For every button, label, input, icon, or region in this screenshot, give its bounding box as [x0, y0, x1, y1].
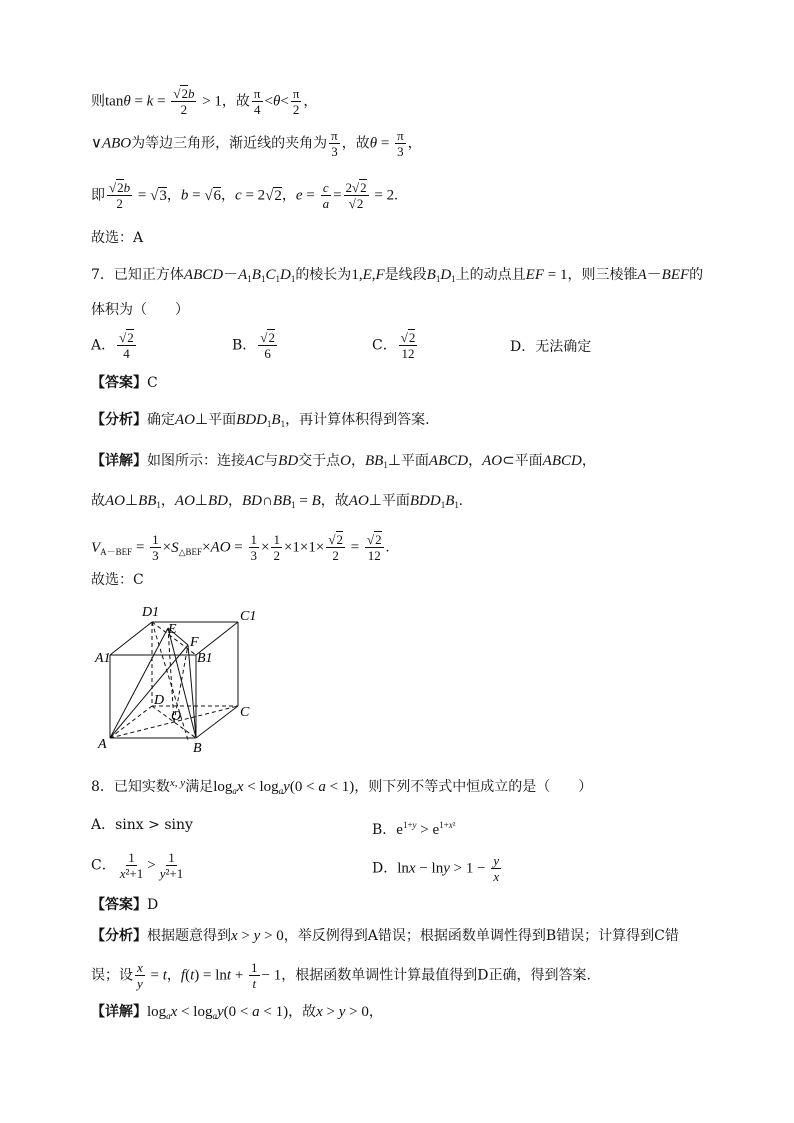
- cube-figure: [90, 600, 270, 760]
- text-segment: 平面: [381, 493, 410, 509]
- text-segment: ，举反例得到A错误；根据函数单调性得到B错误；计算得到C错: [283, 928, 679, 944]
- option-label: D．: [372, 860, 398, 877]
- text-segment: 误；设: [91, 967, 133, 984]
- detail-8: 【详解】$\log_ax < \log_ay(0 < a < 1)$，故x > y > 0，: [91, 1004, 383, 1021]
- text-segment: ，再计算体积得到答案.: [285, 412, 430, 428]
- option-c: C． $\frac{1}{\text{x²+1}}$ > $\frac{1}{\text{y²+1}}$: [91, 850, 184, 881]
- label-f: F: [190, 635, 199, 650]
- solution-line-result: 即 $\frac{√2b}{2}$ = √3，b = √6，c = 2√2，e = $\frac{c}{a}$ = $\frac{2√2}{√2}$ = 2.: [91, 180, 398, 211]
- label-o: O: [171, 709, 182, 724]
- text-segment: 7．已知正方体: [91, 267, 184, 283]
- fraction: $\frac{\pi}{4}$: [253, 86, 261, 117]
- fraction: $\frac{\pi}{2}$: [292, 86, 300, 117]
- label-d: D: [154, 693, 165, 708]
- fraction: $\frac{\pi}{3}$: [397, 128, 404, 159]
- option-a: A．sinx > siny: [91, 817, 193, 833]
- label-a: A: [98, 737, 107, 752]
- label-b: B: [193, 741, 202, 756]
- text-segment: 的: [689, 267, 704, 283]
- option-label: B．: [372, 822, 397, 838]
- text-segment: ，: [368, 1004, 383, 1020]
- fraction: $\frac{2√2}{√2}$: [345, 180, 367, 211]
- text-segment: 即: [91, 187, 105, 204]
- option-b: B． $\frac{√2}{6}$: [232, 330, 275, 361]
- option-b: B．$e^{1+y} > e^{1+x^2}$: [372, 820, 456, 838]
- label-b1: B1: [197, 651, 213, 666]
- option-c: C． $\frac{√2}{12}$: [372, 330, 416, 361]
- answer-tag: 【答案】: [91, 897, 147, 913]
- fraction: $\frac{√2b}{2}$: [173, 86, 195, 117]
- text-segment: 是线段: [384, 267, 427, 283]
- text-segment: 平面: [514, 453, 543, 469]
- analysis-8-line1: 【分析】根据题意得到x > y > 0，举反例得到A错误；根据函数单调性得到B错误；计算得到C错: [91, 928, 679, 944]
- text-segment: 平面: [400, 453, 429, 469]
- analysis-tag: 【分析】: [91, 928, 147, 944]
- option-label: C．: [91, 857, 116, 874]
- text-segment: 满足: [185, 779, 214, 795]
- option-a: A． $\frac{√2}{4}$: [91, 330, 134, 361]
- solution-line-triangle: ∨ABO为等边三角形，渐近线的夹角为 $\frac{\pi}{3}$ ，故θ = $\frac{\pi}{3}$ ，: [91, 128, 422, 159]
- detail-7-line1: 【详解】如图所示：连接AC与BD交于点O，$BB_1\perp$平面ABCD，AO⊂平面ABCD，: [91, 453, 596, 470]
- fraction: $\frac{c}{a}$: [322, 180, 330, 211]
- text-segment: ，: [581, 453, 596, 469]
- text-segment: ，则三棱锥: [567, 267, 638, 283]
- text-segment: ，则下列不等式中恒成立的是（ ）: [354, 779, 593, 795]
- label-a1: A1: [95, 651, 111, 666]
- label-e: E: [168, 622, 177, 637]
- answer-a: 故选：A: [91, 230, 144, 246]
- text-segment: 如图所示：连接: [147, 453, 245, 469]
- analysis-tag: 【分析】: [91, 412, 147, 428]
- fraction: $\frac{√2b}{2}$: [109, 180, 131, 211]
- option-d: D．lnx − lny > 1 − $\frac{y}{x}$: [372, 853, 500, 884]
- analysis-8-line2: 误；设 $\frac{x}{y}$ = t，f(t) = lnt + $\frac{1}{t}$ − 1，根据函数单调性计算最值得到D正确，得到答案.: [91, 960, 591, 991]
- answer-7: [91, 373, 158, 393]
- label-c: C: [240, 705, 250, 720]
- solution-line-tan: 则tanθ = k = $\frac{√2b}{2}$ > 1，故 $\frac{\pi}{4}$ <θ< $\frac{\pi}{2}$ ，: [91, 86, 318, 117]
- text-segment: 上的动点且: [455, 267, 526, 283]
- text-segment: 则: [91, 93, 105, 110]
- text-segment: 交于点: [298, 453, 341, 469]
- detail-tag: 【详解】: [91, 453, 147, 469]
- answer-value: C: [147, 375, 158, 391]
- question-8-stem: 8．已知实数$^{x, y}$满足$\log_ax < \log_ay(0 < a < 1)$，则下列不等式中恒成立的是（ ）: [91, 777, 593, 796]
- volume-formula: $V_{A-BEF}$ = $\frac{1}{3}$ $\times S_{\triangle BEF}\times AO$ = $\frac{1}{3}$ × $\frac{1}{2}$ ×1×1× $\frac{√2}{2}$ = $\frac{√2}{12}$ .: [91, 532, 390, 563]
- question-7-stem: 7．已知正方体$ABCD-A_1B_1C_1D_1$的棱长为1,E,F是线段$B_1D_1$上的动点且EF = 1，则三棱锥A－BEF的: [91, 267, 704, 284]
- answer-7-choice: 故选：C: [91, 572, 144, 588]
- option-label: C．: [372, 337, 397, 354]
- detail-tag: 【详解】: [91, 1004, 147, 1020]
- question-7-stem-2: 体积为（ ）: [91, 302, 189, 318]
- label-c1: C1: [240, 609, 257, 624]
- text-segment: ，故: [320, 493, 349, 509]
- detail-7-line2: 故$AO\perp BB_1$，AO⊥BD，$BD\cap BB_1 = B$，故AO⊥平面$BDD_1B_1$.: [91, 493, 463, 510]
- answer-value: D: [147, 897, 159, 913]
- text-segment: ，: [166, 967, 181, 984]
- fraction: $\frac{\pi}{3}$: [331, 128, 338, 159]
- option-d: D．无法确定: [510, 339, 592, 355]
- label-d1: D1: [142, 605, 160, 620]
- analysis-7: 【分析】确定AO⊥平面$BDD_1B_1$，再计算体积得到答案.: [91, 412, 430, 429]
- text-segment: 根据题意得到: [147, 928, 231, 944]
- option-label: A．: [91, 337, 116, 354]
- text-segment: 与: [264, 453, 279, 469]
- text-segment: ，故: [288, 1004, 317, 1020]
- answer-8: [91, 895, 158, 915]
- text-segment: 故: [91, 493, 105, 509]
- text-segment: 确定: [147, 412, 175, 428]
- text-segment: 平面: [208, 412, 237, 428]
- answer-tag: 【答案】: [91, 375, 147, 391]
- text-segment: 8．已知实数: [91, 779, 170, 795]
- text-segment: ，: [468, 453, 483, 469]
- option-label: B．: [232, 337, 257, 354]
- text-segment: 的棱长为: [295, 267, 352, 283]
- text-segment: ，根据函数单调性计算最值得到D正确，得到答案.: [281, 967, 591, 984]
